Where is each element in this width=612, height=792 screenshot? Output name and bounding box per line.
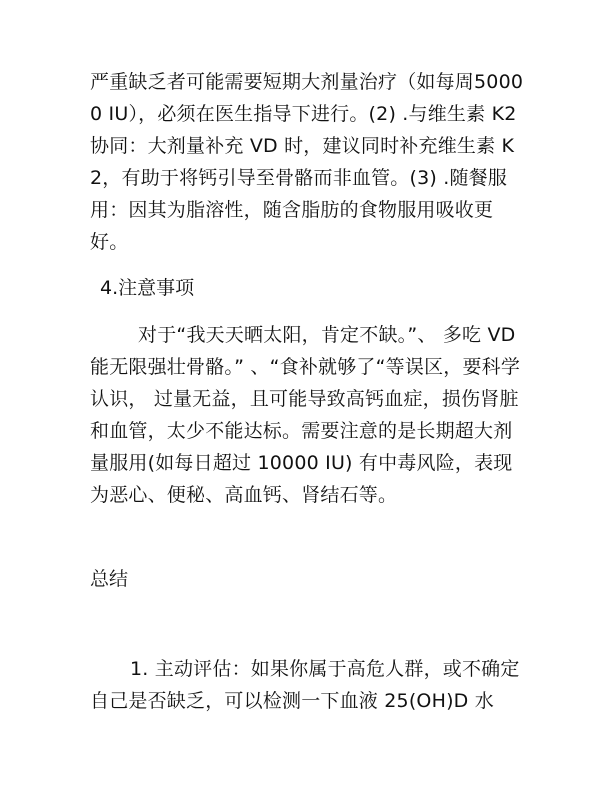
paragraph-precautions: 对于“我天天晒太阳，肯定不缺。”、 多吃 VD 能无限强壮骨骼。” 、“食补就够了“等误区，要科学认识， 过量无益，且可能导致高钙血症，损伤肾脏和血管，太少不能达标。需要注意的是长期超大剂量服用(如每日超过 10000 IU) 有中毒风险，表现为恶心、便秘、高血钙、肾结石等。: [90, 324, 521, 506]
section-heading-precautions: 4.注意事项: [100, 277, 195, 299]
paragraph-summary-item-1: 1. 主动评估：如果你属于高危人群，或不确定自己是否缺乏，可以检测一下血液 25(OH)D 水: [90, 658, 520, 712]
paragraph-dosage-notes: 严重缺乏者可能需要短期大剂量治疗（如每周50000 IU），必须在医生指导下进行。(2) .与维生素 K2 协同：大剂量补充 VD 时，建议同时补充维生素 K2，有助于将钙引导至骨骼而非血管。(3) .随餐服用：因其为脂溶性，随含脂肪的食物服用吸收更好。: [90, 71, 524, 253]
section-heading-summary: 总结: [90, 568, 129, 590]
